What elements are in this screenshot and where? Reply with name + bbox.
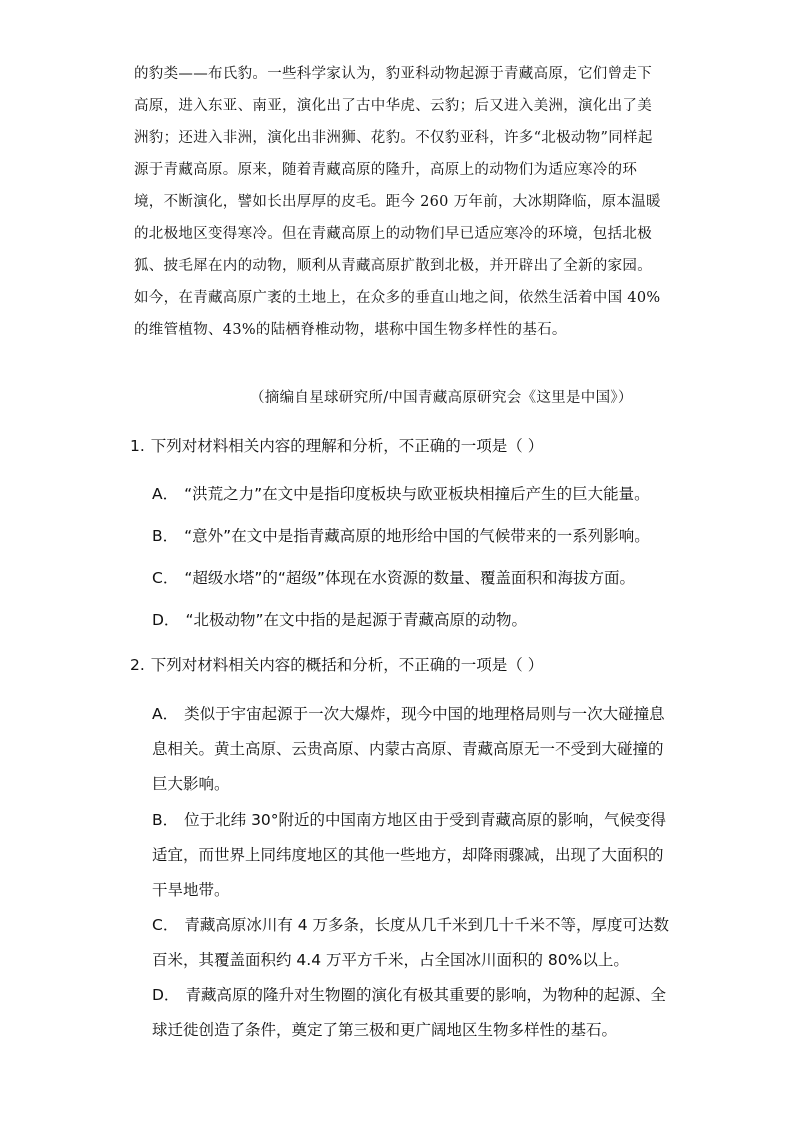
passage-paragraph: 的豹类——布氏豹。一些科学家认为，豹亚科动物起源于青藏高原，它们曾走下高原，进入东亚、南亚，演化出了古中华虎、云豹；后又进入美洲，演化出了美洲豹；还进入非洲，演化出非洲狮、花豹。不仅豹亚科，许多“北极动物”同样起源于青藏高原。原来，随着青藏高原的隆升，高原上的动物们为适应寒冷的环境，不断演化，譬如长出厚厚的皮毛。距今 260 万年前，大冰期降临，原本温暖的北极地区变得寒冷。但在青藏高原上的动物们早已适应寒冷的环境，包括北极狐、披毛犀在内的动物，顺利从青藏高原扩散到北极，并开辟出了全新的家园。如今，在青藏高原广袤的土地上，在众多的垂直山地之间，依然生活着中国 40%的维管植物、43%的陆栖脊椎动物，堪称中国生物多样性的基石。 [134,66,661,338]
option-text: “意外”在文中是指青藏高原的地形给中国的气候带来的一系列影响。 [184,527,650,545]
question-2-option-c [152,908,672,978]
passage-source: （摘编自星球研究所/中国青藏高原研究会《这里是中国》） [250,390,633,406]
option-letter: D． [152,611,180,629]
question-2-option-b [152,803,672,908]
option-text: 位于北纬 30°附近的中国南方地区由于受到青藏高原的影响，气候变得适宜，而世界上同纬度地区的其他一些地方，却降雨骤减，出现了大面积的干旱地带。 [152,811,667,899]
question-number: 1. [130,437,145,455]
option-letter: A． [152,485,179,503]
question-1-option-b [152,519,672,554]
reading-passage [134,58,662,346]
option-text: 青藏高原冰川有 4 万多条，长度从几千米到几十千米不等，厚度可达数百米，其覆盖面积约 4.4 万平方千米，占全国冰川面积的 80%以上。 [152,916,670,969]
question-2-option-a [152,697,672,802]
option-letter: A． [152,705,179,723]
option-letter: B． [152,527,179,545]
option-letter: C． [152,569,179,587]
option-text: “洪荒之力”在文中是指印度板块与欧亚板块相撞后产生的巨大能量。 [184,485,650,503]
question-1-option-c [152,561,672,596]
question-number: 2. [130,656,145,674]
option-letter: C． [152,916,179,934]
question-1-option-d [152,603,672,638]
option-text: 青藏高原的隆升对生物圈的演化有极其重要的影响，为物种的起源、全球迁徙创造了条件，奠定了第三极和更广阔地区生物多样性的基石。 [152,986,666,1039]
option-text: 类似于宇宙起源于一次大爆炸，现今中国的地理格局则与一次大碰撞息息相关。黄土高原、云贵高原、内蒙古高原、青藏高原无一不受到大碰撞的巨大影响。 [152,705,665,793]
question-1-option-a [152,477,672,512]
option-letter: D． [152,986,180,1004]
question-2-stem [130,653,690,677]
option-text: “北极动物”在文中指的是起源于青藏高原的动物。 [185,611,527,629]
question-text: 下列对材料相关内容的理解和分析，不正确的一项是（ ） [150,437,544,455]
question-text: 下列对材料相关内容的概括和分析，不正确的一项是（ ） [150,656,544,674]
question-1 [130,434,690,458]
question-2 [130,653,690,677]
option-letter: B． [152,811,179,829]
option-text: “超级水塔”的“超级”体现在水资源的数量、覆盖面积和海拔方面。 [184,569,635,587]
question-2-option-d [152,978,672,1048]
question-1-stem [130,434,690,458]
